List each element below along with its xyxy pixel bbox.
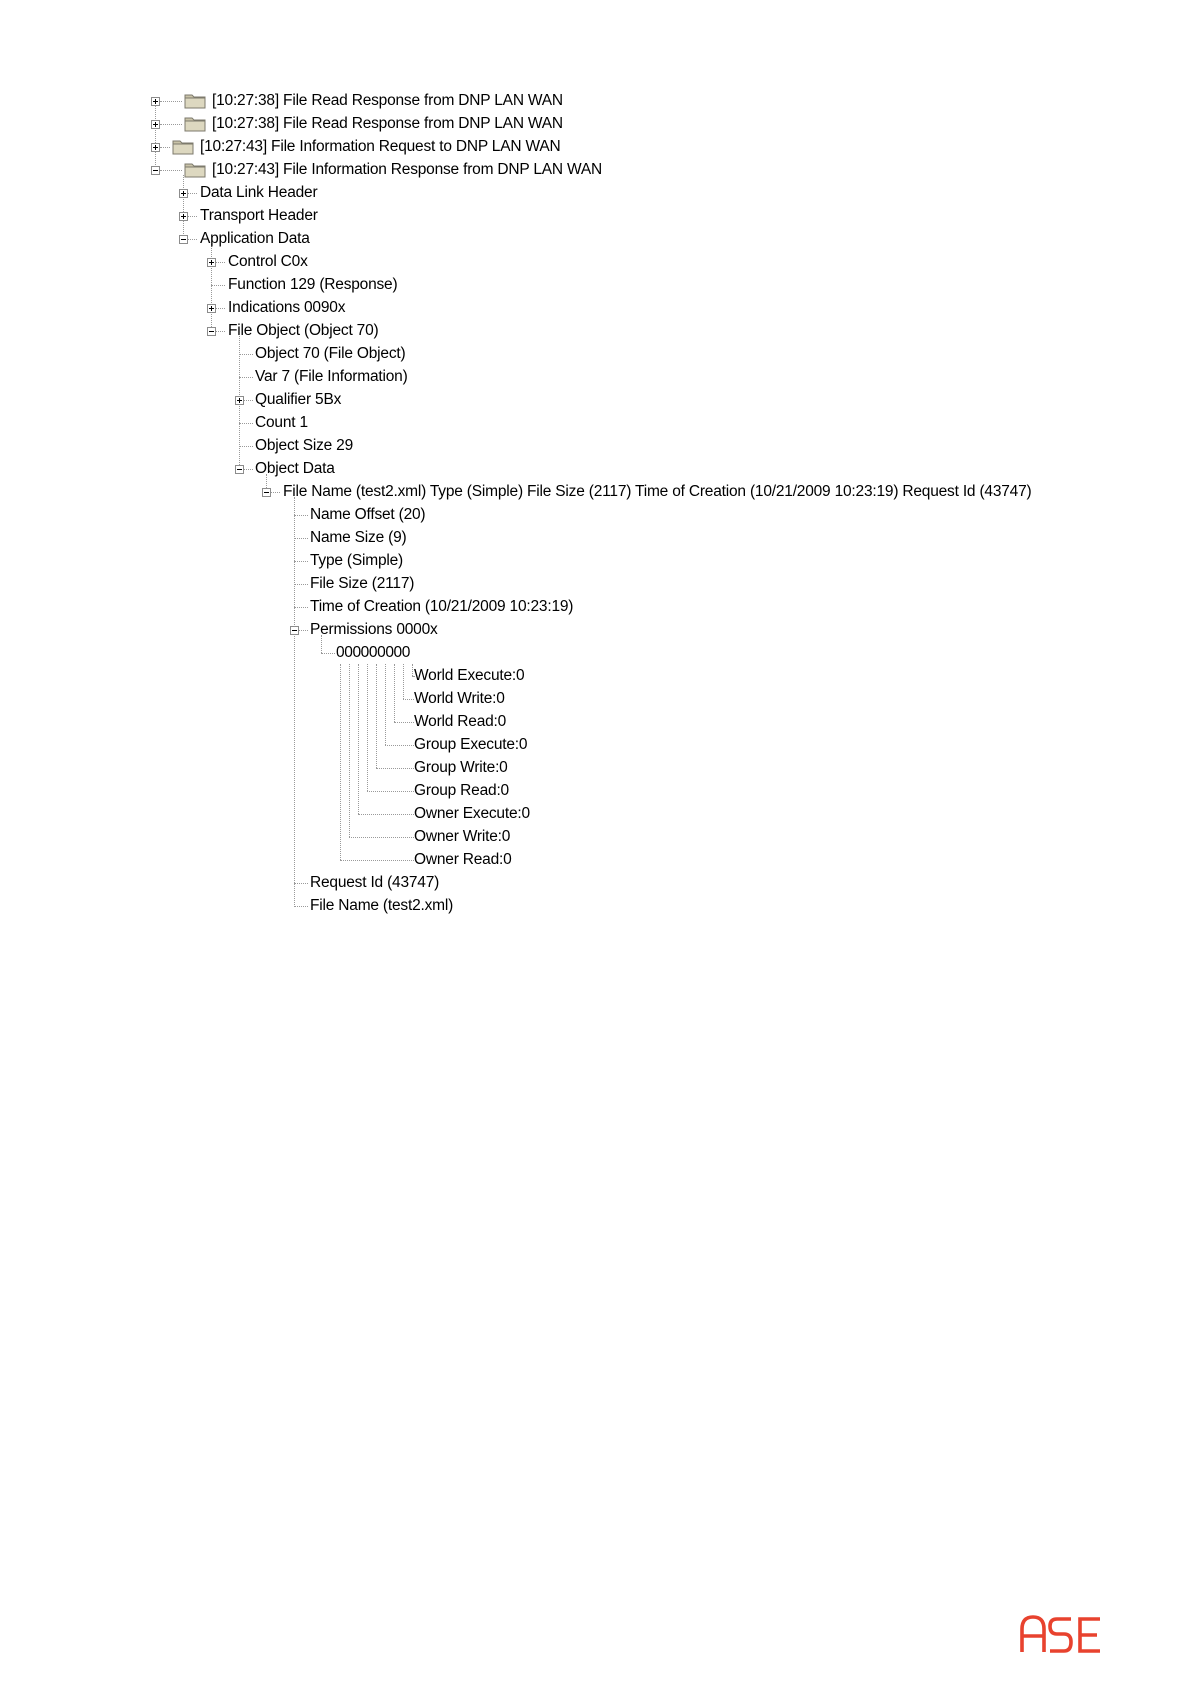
bit-connector bbox=[394, 664, 395, 722]
tree-node-label: Application Data bbox=[200, 230, 310, 247]
tree-connector bbox=[216, 331, 225, 332]
tree-node-label: Function 129 (Response) bbox=[228, 276, 398, 293]
expand-icon[interactable] bbox=[207, 304, 216, 313]
tree-node-label: Group Read:0 bbox=[414, 782, 509, 799]
tree-node-label: [10:27:43] File Information Request to DNP LAN WAN bbox=[200, 138, 561, 155]
tree-connector bbox=[321, 653, 335, 654]
folder-icon bbox=[184, 161, 206, 178]
bit-connector bbox=[358, 814, 414, 815]
folder-icon bbox=[184, 115, 206, 132]
tree-node-label: Var 7 (File Information) bbox=[255, 368, 408, 385]
tree-node-label: Owner Read:0 bbox=[414, 851, 512, 868]
tree-connector bbox=[160, 147, 170, 148]
tree-connector bbox=[294, 906, 308, 907]
expand-icon[interactable] bbox=[179, 212, 188, 221]
bit-connector bbox=[403, 699, 414, 700]
bit-connector bbox=[394, 722, 414, 723]
tree-node-label: Type (Simple) bbox=[310, 552, 404, 569]
tree-connector bbox=[239, 354, 253, 355]
bit-connector bbox=[385, 745, 414, 746]
tree-node-label: Object Data bbox=[255, 460, 335, 477]
tree-connector bbox=[216, 262, 225, 263]
tree-connector bbox=[239, 446, 253, 447]
expand-icon[interactable] bbox=[151, 97, 160, 106]
collapse-icon[interactable] bbox=[262, 488, 271, 497]
tree-node-label: Count 1 bbox=[255, 414, 308, 431]
tree-connector bbox=[239, 377, 253, 378]
tree-connector bbox=[294, 497, 295, 905]
tree-node-label: Object 70 (File Object) bbox=[255, 345, 406, 362]
tree-connector bbox=[299, 630, 308, 631]
tree-connector bbox=[294, 584, 308, 585]
tree-node-label: Qualifier 5Bx bbox=[255, 391, 342, 408]
tree-node-label: File Size (2117) bbox=[310, 575, 415, 592]
bit-connector bbox=[367, 791, 414, 792]
collapse-icon[interactable] bbox=[235, 465, 244, 474]
ase-logo-letters bbox=[1022, 1617, 1100, 1652]
tree-connector bbox=[160, 170, 182, 171]
bit-connector bbox=[376, 664, 377, 768]
tree-connector bbox=[294, 515, 308, 516]
tree-node-label: [10:27:38] File Read Response from DNP LAN WAN bbox=[212, 92, 563, 109]
expand-icon[interactable] bbox=[151, 143, 160, 152]
tree-node-label: File Name (test2.xml) bbox=[310, 897, 454, 914]
bit-connector bbox=[376, 768, 414, 769]
collapse-icon[interactable] bbox=[179, 235, 188, 244]
tree-connector bbox=[216, 308, 225, 309]
tree-node-label: File Name (test2.xml) Type (Simple) File Size (2117) Time of Creation (10/21/2009 10:23:19) Request Id (43747) bbox=[283, 483, 1032, 500]
tree-node-label: Control C0x bbox=[228, 253, 308, 270]
tree-node-label: Name Offset (20) bbox=[310, 506, 426, 523]
bit-connector bbox=[367, 664, 368, 791]
tree-node-label: Permissions 0000x bbox=[310, 621, 438, 638]
tree-node-label: World Write:0 bbox=[414, 690, 505, 707]
bit-connector bbox=[349, 664, 350, 837]
expand-icon[interactable] bbox=[235, 396, 244, 405]
bit-connector bbox=[340, 860, 414, 861]
folder-icon bbox=[184, 92, 206, 109]
tree-node-label: Time of Creation (10/21/2009 10:23:19) bbox=[310, 598, 574, 615]
expand-icon[interactable] bbox=[151, 120, 160, 129]
tree-node-label: Request Id (43747) bbox=[310, 874, 440, 891]
tree-node-label: Group Write:0 bbox=[414, 759, 508, 776]
tree-connector bbox=[183, 175, 184, 238]
tree-node-label: [10:27:43] File Information Response from DNP LAN WAN bbox=[212, 161, 602, 178]
tree-connector bbox=[244, 469, 253, 470]
bit-connector bbox=[358, 664, 359, 814]
tree-connector bbox=[155, 103, 156, 167]
tree-connector bbox=[294, 883, 308, 884]
tree-connector bbox=[188, 193, 197, 194]
tree-connector bbox=[244, 400, 253, 401]
tree-connector bbox=[188, 239, 197, 240]
bit-connector bbox=[403, 664, 404, 699]
bit-connector bbox=[340, 664, 341, 860]
tree-node-label: Owner Execute:0 bbox=[414, 805, 530, 822]
tree-connector bbox=[160, 101, 182, 102]
collapse-icon[interactable] bbox=[207, 327, 216, 336]
tree-node-label: Object Size 29 bbox=[255, 437, 354, 454]
tree-node-label: Transport Header bbox=[200, 207, 318, 224]
bit-connector bbox=[349, 837, 414, 838]
bit-connector bbox=[412, 664, 413, 676]
tree-node-label: Indications 0090x bbox=[228, 299, 346, 316]
bit-connector bbox=[385, 664, 386, 745]
tree-connector bbox=[294, 607, 308, 608]
tree-connector bbox=[294, 561, 308, 562]
tree-node-label: World Execute:0 bbox=[414, 667, 525, 684]
tree-connector bbox=[211, 285, 225, 286]
tree-connector bbox=[188, 216, 197, 217]
tree-connector bbox=[294, 538, 308, 539]
tree-node-label: File Object (Object 70) bbox=[228, 322, 379, 339]
collapse-icon[interactable] bbox=[151, 166, 160, 175]
collapse-icon[interactable] bbox=[290, 626, 299, 635]
tree-node-label: World Read:0 bbox=[414, 713, 507, 730]
tree-node-label: 000000000 bbox=[336, 644, 410, 661]
tree-connector bbox=[160, 124, 182, 125]
tree-connector bbox=[271, 492, 280, 493]
expand-icon[interactable] bbox=[207, 258, 216, 267]
expand-icon[interactable] bbox=[179, 189, 188, 198]
tree-node-label: Data Link Header bbox=[200, 184, 318, 201]
tree-connector bbox=[239, 423, 253, 424]
tree-node-label: [10:27:38] File Read Response from DNP LAN WAN bbox=[212, 115, 563, 132]
folder-icon bbox=[172, 138, 194, 155]
ase-logo bbox=[1020, 1614, 1102, 1654]
tree-node-label: Name Size (9) bbox=[310, 529, 407, 546]
tree-node-label: Group Execute:0 bbox=[414, 736, 528, 753]
tree-node-label: Owner Write:0 bbox=[414, 828, 511, 845]
